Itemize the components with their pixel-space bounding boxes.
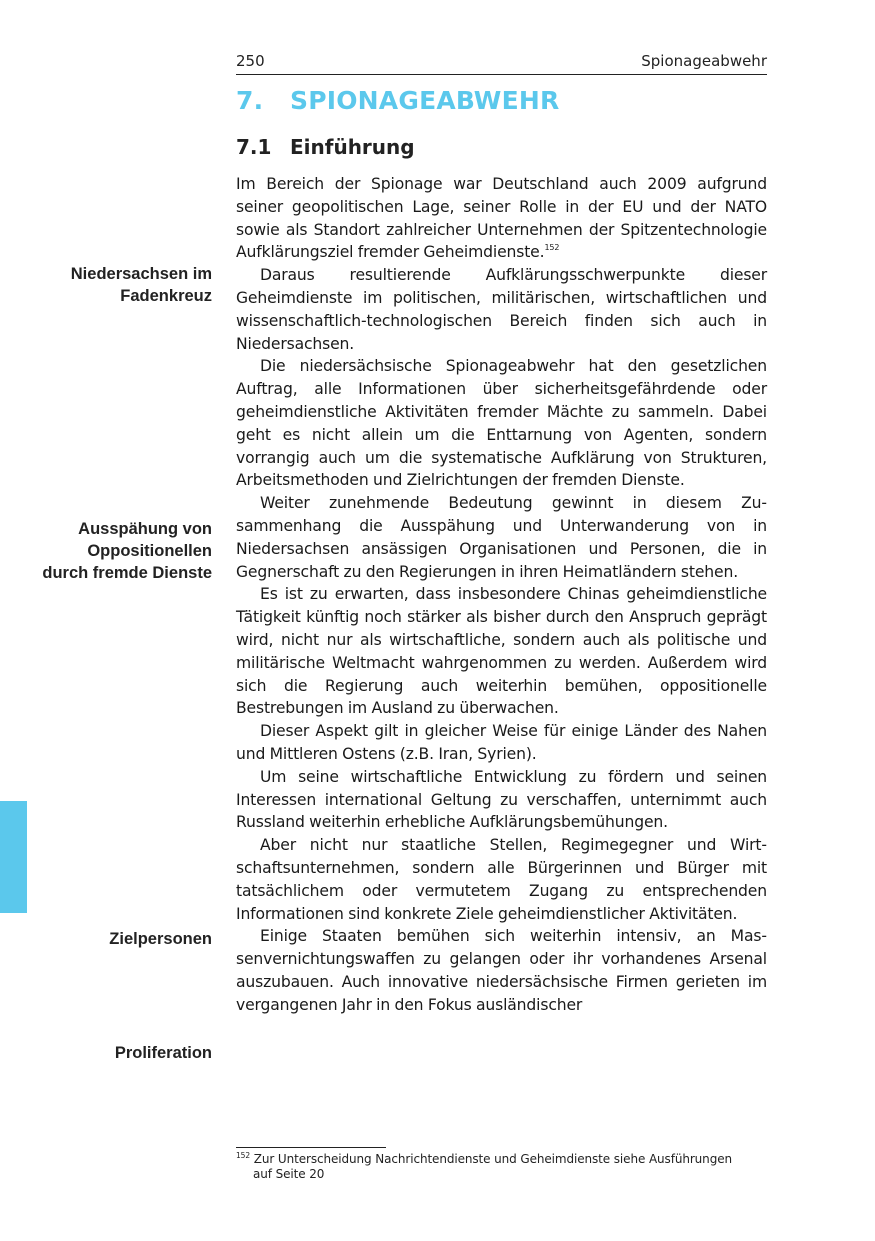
- paragraph: Es ist zu erwarten, dass insbesondere Chinas geheimdienstliche Tätigkeit künftig noch stärker als bisher durch den Anspruch geprägt wird, nicht nur als wirtschaftliche, sondern auch als politische und militärische Weltmacht wahrgenommen zu werden. Außerdem wird sich die Regierung auch weiterhin bemühen, oppositionelle Bestrebungen im Ausland zu überwachen.: [236, 585, 767, 718]
- chapter-title: SPIONAGEABWEHR: [290, 86, 560, 115]
- running-header: [236, 52, 767, 75]
- chapter-heading: [236, 86, 559, 115]
- footnote-number: 152: [236, 1151, 251, 1160]
- footnote-reference: 152: [544, 243, 560, 253]
- paragraph: Im Bereich der Spionage war Deutschland auch 2009 aufgrund seiner geopolitischen Lage, seiner Rolle in der EU und der NATO sowie als Standort zahlreicher Unternehmen der Spitzentechnologie Aufklärungsziel fremder Geheimdienste.$^{152}$: [236, 175, 767, 262]
- footnote: [236, 1152, 767, 1182]
- margin-note-fadenkreuz: Niedersachsen im Fadenkreuz: [70, 265, 212, 305]
- paragraph: Weiter zunehmende Bedeutung gewinnt in diesem Zusammenhang die Ausspähung und Unterwanderung von in Niedersachsen ansässigen Organisationen und Personen, die in Gegnerschaft zu den Regierungen in ihren Heimatländern stehen.: [236, 494, 767, 581]
- margin-note-zielpersonen: Zielpersonen: [109, 930, 212, 948]
- paragraph: Aber nicht nur staatliche Stellen, Regimegegner und Wirtschaftsunternehmen, sondern alle Bürgerinnen und Bürger mit tatsächlichem oder vermutetem Zugang zu entsprechenden Informationen sind konkrete Ziele geheimdienstlicher Aktivitäten.: [236, 836, 767, 923]
- chapter-number: 7.: [236, 86, 264, 115]
- chapter-tab-marker: [0, 801, 27, 913]
- paragraph: Daraus resultierende Aufklärungsschwerpunkte dieser Geheimdienste im politischen, militärischen, wirtschaftlichen und wissenschaftlich-technologischen Bereich finden sich auch in Niedersachsen.: [236, 266, 767, 353]
- paragraph: Die niedersächsische Spionageabwehr hat den gesetzlichen Auftrag, alle Informationen über sicherheitsgefährdende oder geheimdienstliche Aktivitäten fremder Mächte zu sammeln. Dabei geht es nicht allein um die Enttarnung von Agenten, sondern vorrangig auch um die systematische Aufklärung von Strukturen, Arbeitsmethoden und Zielrichtungen der fremden Dienste.: [236, 357, 767, 490]
- footnote-text-line2: auf Seite 20: [253, 1167, 325, 1181]
- section-heading: [236, 135, 415, 159]
- page-number: 250: [236, 52, 265, 70]
- section-number: 7.1: [236, 135, 272, 159]
- running-title: Spionageabwehr: [641, 52, 767, 70]
- footnote-divider: [236, 1147, 386, 1148]
- paragraph: Um seine wirtschaftliche Entwicklung zu fördern und seinen Interessen international Geltung zu verschaffen, unternimmt auch Russland weiterhin erhebliche Aufklärungsbemühungen.: [236, 767, 767, 832]
- body-text: [236, 173, 767, 1016]
- paragraph: Dieser Aspekt gilt in gleicher Weise für einige Länder des Nahen und Mittleren Ostens (z.B. Iran, Syrien).: [236, 722, 767, 763]
- margin-note-ausspaehung: Ausspähung von Oppositionellen durch fremde Dienste: [42, 520, 212, 582]
- section-title: Einführung: [290, 135, 415, 159]
- footnote-text-line1: Zur Unterscheidung Nachrichtendienste und Geheimdienste siehe Ausführungen: [253, 1152, 732, 1166]
- paragraph: Einige Staaten bemühen sich weiterhin intensiv, an Massenvernichtungswaffen zu gelangen oder ihr vorhandenes Arsenal auszubauen. Auch innovative niedersächsische Firmen gerieten im vergangenen Jahr in den Fokus ausländischer: [236, 927, 767, 1014]
- margin-note-proliferation: Proliferation: [114, 1044, 212, 1062]
